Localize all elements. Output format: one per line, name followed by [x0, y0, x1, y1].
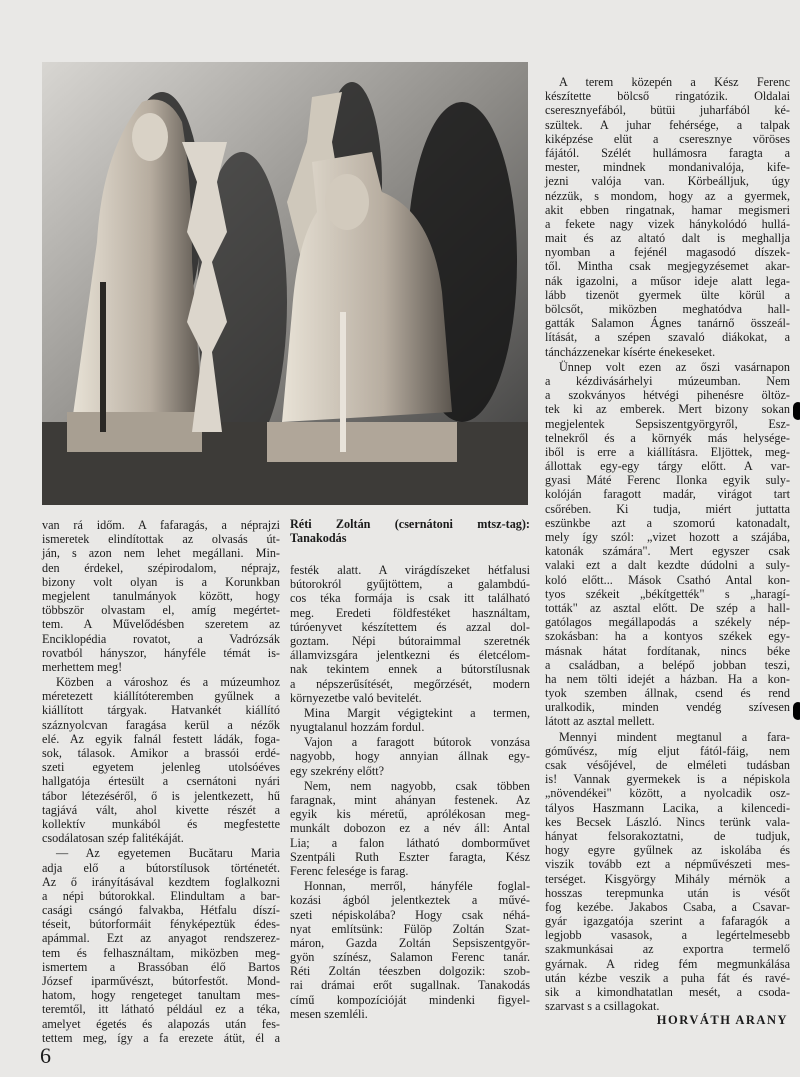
text-line: goztam. Népi bútoraimmal szeretnék	[290, 633, 530, 648]
text-line: Közben a városhoz és a múzeumhoz	[56, 675, 280, 690]
text-line: szarvast s a csillagokat.	[545, 999, 660, 1014]
text-line: lítását, a szépen szavaló diákokat, a	[545, 330, 790, 345]
text-line: legjobb vasasok, a legértelmesebb	[545, 928, 790, 943]
article-column-right	[545, 75, 790, 1014]
text-line: den érdekel, szépirodalom, néprajz,	[42, 560, 280, 575]
text-line: Mennyi mindent megtanul a fara-	[559, 729, 790, 744]
text-line: gatták Salamon Ágnes tanárnő összeál-	[545, 316, 790, 331]
text-line: máron, Gazda Zoltán Sepsiszentgyör-	[290, 935, 530, 950]
text-line: Mina Margit végigtekint a termen,	[304, 705, 530, 720]
text-line: apámmal. Ezt az anyagot rendszerez-	[42, 931, 280, 946]
text-line: a családban, a belépő jobban teszi,	[545, 657, 790, 672]
text-line: hosszas terepmunka után is vésőt	[545, 885, 790, 900]
text-line: van rá időm. A fafaragás, a néprajzi	[42, 518, 280, 532]
text-line: méretezett kiállítóteremben gyűlnek a	[42, 689, 280, 704]
text-line: kiképzése elüt a cseresznye vöröses	[545, 131, 790, 146]
text-line: Lia; a falon látható domborművet	[290, 835, 530, 850]
text-line: kes Becsek László. Nincs terünk vala-	[545, 814, 790, 829]
text-line: államvizsgára jelentkezni és életcélom-	[290, 648, 530, 663]
text-line: csak vésőjével, de elméleti tudásban	[545, 758, 790, 772]
text-line: a szokványos hétvégi pihenésre öltöz-	[545, 388, 790, 403]
text-line: hogy egyre gyűlnek az iskolába és	[545, 843, 790, 858]
text-line: „növendékei" között, a nyolcadik osz-	[545, 786, 790, 801]
paragraph	[290, 735, 530, 778]
text-line: uralkodik, minden vendég szívesen	[545, 700, 790, 715]
text-line: bölcsőt, miközben meghatódva hall-	[545, 302, 790, 316]
text-line: után kézbe veszik a puha fát és ravé-	[545, 970, 790, 985]
text-line: című kompozícióját mindenki figyel-	[290, 992, 530, 1007]
paragraph	[290, 879, 530, 1021]
text-line: terséget. Kisgyörgy Mihály mérnök a	[545, 871, 790, 886]
text-line: a népi bútorokkal. Elindultam a bar-	[42, 888, 280, 903]
text-line: tábor létezéséről, ő is jelentkezett, hű	[42, 788, 280, 803]
text-line: ha nem tölti idejét a házban. Ha a kon-	[545, 671, 790, 686]
text-line: viszik tovább ezt a népművészeti mes-	[545, 857, 790, 872]
text-line: tem és felhasználtam, miközben meg-	[42, 945, 280, 960]
photo-wood-carvings	[42, 62, 528, 505]
text-line: ismertem a Brassóban élő Bartos	[42, 959, 280, 974]
text-line: csodálatosan szép falitékáját.	[42, 831, 184, 846]
text-line: mesen szemléli.	[290, 1006, 368, 1021]
text-line: szeti népiskolába? Hogy csak néhá-	[290, 907, 530, 922]
text-line: Enciklopédia rovatot, a Vadrózsák	[42, 631, 280, 646]
text-line: mely így szól: „vizet hozott a szájába,	[545, 530, 790, 544]
text-line: nák igazolni, a műsor ideje alatt lega-	[545, 273, 790, 288]
text-line: amelyet égetés és alapozás után fes-	[42, 1016, 280, 1031]
text-line: nak tekintem ennek a bútorstílusnak	[290, 662, 530, 677]
paragraph	[290, 563, 530, 705]
text-line: sok, tálasok. Amikor a brassói erdé-	[42, 746, 280, 760]
text-line: fájától. Szélét hullámosra faragta a	[545, 145, 790, 160]
text-line: gyár igazgatója szerint a fafaragók a	[545, 914, 790, 929]
text-line: tettem meg, így a fa erezete átüt, él a	[42, 1030, 280, 1045]
text-line: készítette bölcső ringatózik. Oldalai	[545, 89, 790, 104]
text-line: hányat felsorakoztatni, de tudjuk,	[545, 828, 790, 843]
text-line: Nem, nem nagyobb, csak többen	[304, 778, 530, 793]
text-line: szakmunkásai az exportra termelő	[545, 942, 790, 957]
text-line: lább tizenöt gyermek ülte körül a	[545, 287, 790, 302]
text-line: József iparművészt, bútorfestőt. Mond-	[42, 974, 280, 988]
text-line: merhettem meg!	[42, 659, 123, 674]
text-line: Honnan, merről, hányféle foglal-	[304, 879, 530, 894]
text-line: — Az egyetemen Bucătaru Maria	[56, 846, 280, 861]
text-line: telnekről és a környék más helysége-	[545, 430, 790, 445]
text-line: kollektív munkából és megfestette	[42, 816, 280, 831]
text-line: valaki ezt a dalt kezdte dúdolni a suly-	[545, 558, 790, 573]
photo-caption	[290, 517, 530, 546]
text-line: gyasi Máté Ferenc Ilonka egyik suly-	[545, 473, 790, 488]
text-line: Vajon a faragott bútorok vonzása	[304, 735, 530, 750]
text-line: Réti Zoltán téeszben dolgozik: szob-	[290, 964, 530, 979]
text-line: nyugtalanul hozzám fordul.	[290, 720, 425, 735]
text-line: meg. Eredeti földfestéket használtam,	[290, 605, 530, 620]
text-line: tem. A Művelődésben szeretem az	[42, 617, 280, 632]
text-line: tották" az asztal előtt. De szép a hall-	[545, 600, 790, 615]
text-line: mait és az altató dalt is meghallja	[545, 231, 790, 246]
text-line: eszünkbe azt a szomorú katonadalt,	[545, 515, 790, 530]
text-line: gyárnak. A rideg fém megmunkálása	[545, 956, 790, 971]
text-line: bútorokról gyűjtöttem, a galambdú-	[290, 577, 530, 592]
text-line: tagjává vált, ahol kivette részét a	[42, 802, 280, 817]
paragraph	[42, 846, 280, 1045]
punch-hole-mark	[793, 702, 800, 720]
text-line: táncházzenekar kísérte énekeseket.	[545, 344, 716, 359]
text-line: től. Mintha csak megjegyzésemet akar-	[545, 259, 790, 274]
text-line: Az ő irányításával kezdtem foglalkozni	[42, 874, 280, 889]
text-line: megjelentek Sepsiszentgyörgyről, Esz-	[545, 416, 790, 431]
text-line: rai drámai erőt sugallnak. Tanakodás	[290, 978, 530, 993]
text-line: a kézdivásárhelyi múzeumban. Nem	[545, 373, 790, 388]
text-line: többször olvastam el, amíg megértet-	[42, 603, 280, 618]
text-line: adja elő a bútorstílusok történetét.	[42, 860, 280, 875]
paragraph	[290, 706, 530, 734]
text-line: megjelent tanulmányok között, hogy	[42, 588, 280, 603]
text-line: csőrében. Ki tudja, miért juttatta	[545, 501, 790, 516]
text-line: egy szekrény előtt?	[290, 763, 385, 778]
text-line: Ünnep volt ezen az őszi vasárnapon	[559, 359, 790, 374]
text-line: akit ebben ringatnak, hamar megismeri	[545, 202, 790, 217]
text-line: iből is erre a kiállításra. Eljöttek, meg-	[545, 444, 790, 459]
text-line: bizony volt olyan is a Korunkban	[42, 574, 280, 589]
text-line: cseresznyefából, bütüi juharfából ké-	[545, 103, 790, 118]
text-line: tályos Haszmann Lacika, a kilencedi-	[545, 800, 790, 815]
text-line: téseit, bútorformáit fényképeztük édes-	[42, 917, 280, 932]
text-line: góművész, míg eljut fától-fáig, nem	[545, 743, 790, 758]
text-line: rovatból hányszor, hányféle témát is-	[42, 645, 280, 660]
author-signature: HORVÁTH ARANY	[656, 1013, 788, 1027]
text-line: tek ki az emberek. Mert bizony sokan	[545, 402, 790, 417]
text-line: gatólagos megállapodás a székely nép-	[545, 615, 790, 630]
paragraph	[290, 779, 530, 878]
text-line: jezni valója van. Körbeálljuk, úgy	[545, 174, 790, 189]
text-line: száznyolcvan faragása kerül a nézők	[42, 717, 280, 732]
text-line: szeti egyetem jelenleg utolsóéves	[42, 760, 280, 775]
text-line: festék alatt. A virágdíszeket hétfalusi	[290, 563, 530, 577]
paragraph	[545, 360, 790, 729]
text-line: Ferenc felesége is farag.	[290, 863, 409, 878]
paragraph	[545, 75, 790, 359]
text-line: nézzük, s mondom, hogy az a gyermek,	[545, 188, 790, 203]
caption-line: Réti Zoltán (csernátoni mtsz-tag):	[290, 517, 530, 531]
text-line: munkált dobozon ez a név áll: Antal	[290, 821, 530, 836]
text-line: nyomban a fejénél magasodó díszek-	[545, 245, 790, 260]
text-line: is! Vannak gyermekek is a népiskola	[545, 772, 790, 787]
text-line: tyos székeit „békítgették" s „haragí-	[545, 586, 790, 601]
text-line: szokásban: ha a kontyos székek egy-	[545, 629, 790, 644]
caption-line: Tanakodás	[290, 531, 347, 546]
text-line: hallgatója értesült a csernátoni nyári	[42, 774, 280, 789]
page-number: 6	[40, 1043, 51, 1068]
text-line: tyok szemben állnak, csend és rend	[545, 686, 790, 701]
text-line: elé. Az egyik falnál festett ládák, foga-	[42, 731, 280, 746]
text-line: állottak egy-egy tárgy előtt. A var-	[545, 459, 790, 474]
text-line: nagyobb, hogy annyian állnak egy-	[290, 749, 530, 764]
text-line: mester, mindnek mondanivalója, kife-	[545, 160, 790, 175]
text-line: ismeretek elindítottak az olvasás út-	[42, 532, 280, 547]
article-column-middle	[290, 563, 530, 1022]
article-column-left	[42, 518, 280, 1046]
text-line: látott az asztal mellett.	[545, 714, 655, 729]
text-line: faragnak, mint ahányan festenek. Az	[290, 793, 530, 807]
text-line: Szentpáli Ruth Eszter faragta, Kész	[290, 849, 530, 864]
carved-figures-image	[42, 62, 528, 505]
text-line: egyik kis méretű, aprólékosan meg-	[290, 807, 530, 822]
text-line: másnak hátat fordítanak, nincs béke	[545, 643, 790, 658]
text-line: katonák számára". Mert egyszer csak	[545, 544, 790, 559]
text-line: sik a kimondhatatlan mesét, a csoda-	[545, 985, 790, 999]
text-line: kiállított tárgyak. Hatvankét kiállító	[42, 703, 280, 718]
text-line: környezetbe való bevitelét.	[290, 690, 422, 705]
text-line: teremtől, itt látható például ez a téka,	[42, 1002, 280, 1017]
text-line: túróenyvet készítettem és azzal dol-	[290, 619, 530, 634]
punch-hole-mark	[793, 402, 800, 420]
paragraph	[42, 518, 280, 674]
text-line: kozási ágból jelentkeztek a művé-	[290, 893, 530, 908]
text-line: koló előtt... Mások Csathó Antal kon-	[545, 572, 790, 587]
text-line: A terem közepén a Kész Ferenc	[559, 75, 790, 89]
text-line: casági csángó falvakba, Hétfalu díszí-	[42, 903, 280, 918]
text-line: gyön színész, Salamon Ferenc tanár.	[290, 950, 530, 965]
text-line: hatom, hogy rengeteget tanultam mes-	[42, 988, 280, 1003]
text-line: kolóján faragott madár, virágot tart	[545, 487, 790, 502]
text-line: a népszerűsítését, megőrzését, modern	[290, 676, 530, 691]
text-line: nyat említsünk: Fülöp Zoltán Szat-	[290, 921, 530, 936]
text-line: a fekete nagy vizek hánykolódó hullá-	[545, 216, 790, 231]
text-line: szültek. A juhar fehérsége, a talpak	[545, 117, 790, 132]
paragraph	[42, 675, 280, 845]
text-line: fog kezébe. Jakabos Csaba, a Csavar-	[545, 899, 790, 914]
text-line: cos téka formája is csak itt található	[290, 591, 530, 606]
text-line: ján, s azon nem lehet megállani. Min-	[42, 546, 280, 561]
paragraph	[545, 730, 790, 1014]
